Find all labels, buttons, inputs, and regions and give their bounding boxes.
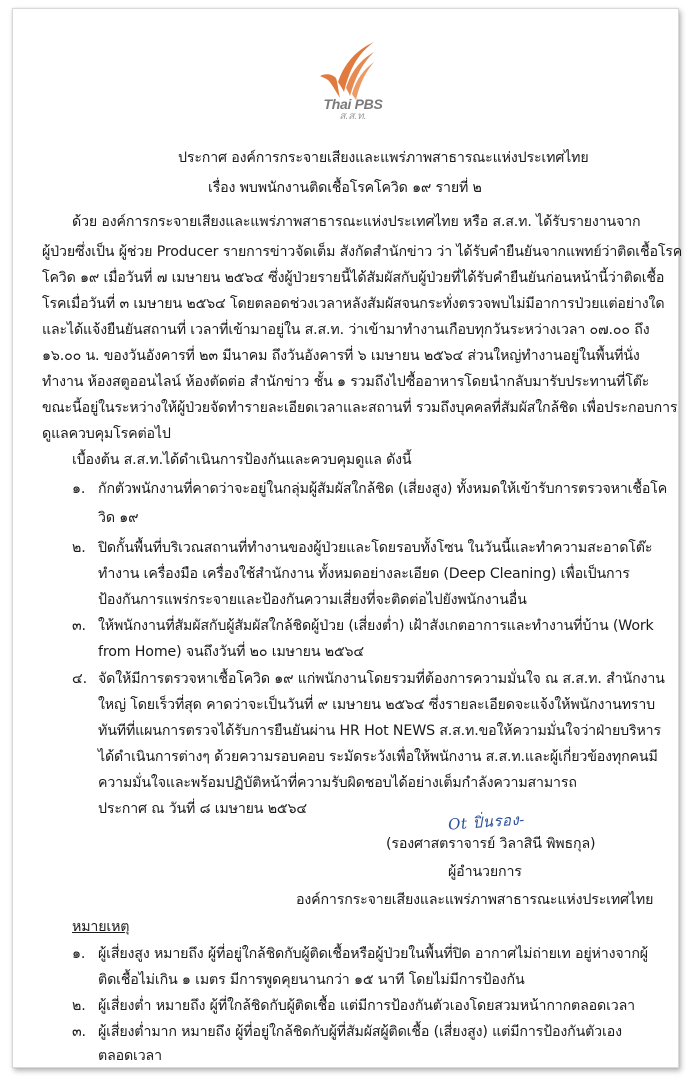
paragraph-line: และได้แจ้งยืนยันสถานที่ เวลาที่เข้ามาอยู่ใน ส.ส.ท. ว่าเข้ามาทำงานเกือบทุกวันระหว่างเวลา ๐๗.๐๐ ถึง	[42, 322, 650, 338]
measure-line: ป้องกันการแพร่กระจายและป้องกันความเสี่ยงที่จะติดต่อไปยังพนักงานอื่น	[98, 592, 527, 608]
measure-line: ทันทีที่แผนการตรวจได้รับการยืนยันผ่าน HR Hot NEWS ส.ส.ท.ขอให้ความมั่นใจว่าฝ่ายบริหาร	[98, 723, 661, 739]
paragraph-line: ขณะนี้อยู่ในระหว่างให้ผู้ป่วยจัดทำรายละเอียดเวลาและสถานที่ รวมถึงบุคคลที่สัมผัสใกล้ชิด เพื่อประกอบการ	[42, 400, 678, 416]
measure-line: ใหญ่ โดยเร็วที่สุด คาดว่าจะเป็นวันที่ ๙ เมษายน ๒๕๖๔ ซึ่งรายละเอียดจะแจ้งให้พนักงานทราบ	[98, 697, 656, 713]
measure-line: กักตัวพนักงานที่คาดว่าจะอยู่ในกลุ่มผู้สัมผัสใกล้ชิด (เสี่ยงสูง) ทั้งหมดให้เข้ารับการตรวจหาเชื้อโค	[98, 481, 668, 497]
announcement-subject: เรื่อง พบพนักงานติดเชื้อโรคโควิด ๑๙ รายที่ ๒	[208, 180, 482, 196]
signatory-organization: องค์การกระจายเสียงและแพร่ภาพสาธารณะแห่งประเทศไทย	[296, 892, 654, 908]
paragraph-line: ทำงาน ห้องสตูออนไลน์ ห้องตัดต่อ สำนักข่าว ชั้น ๑ รวมถึงไปซื้ออาหารโดยนำกลับมารับประทานที่โต๊ะ	[42, 374, 650, 390]
measures-intro: เบื้องต้น ส.ส.ท.ได้ดำเนินการป้องกันและควบคุมดูแล ดังนี้	[72, 452, 412, 468]
paragraph-line: ดูแลควบคุมโรคต่อไป	[42, 426, 171, 442]
logo-brand: Thai PBS	[323, 96, 383, 112]
measure-number: ๓.	[72, 618, 86, 634]
paragraph-line: โรคเมื่อวันที่ ๓ เมษายน ๒๕๖๔ โดยตลอดช่วงเวลาหลังสัมผัสจนกระทั่งตรวจพบไม่มีอาการป่วยแต่อย่างใด	[42, 296, 665, 312]
measure-line: ทำงาน เครื่องมือ เครื่องใช้สำนักงาน ทั้งหมดอย่างละเอียด (Deep Cleaning) เพื่อเป็นการ	[98, 566, 630, 582]
note-number: ๑.	[72, 946, 86, 962]
note-line: ผู้เสี่ยงต่ำมาก หมายถึง ผู้ที่อยู่ใกล้ชิดกับผู้ที่สัมผัสผู้ติดเชื้อ (เสี่ยงสูง) แต่มีการป้องกันตัวเอง	[98, 1024, 622, 1040]
signatory-name: (รองศาสตราจารย์ วิลาสินี พิพธกุล)	[386, 836, 596, 852]
note-line: ตลอดเวลา	[98, 1048, 162, 1064]
paragraph-line: โควิด ๑๙ เมื่อวันที่ ๗ เมษายน ๒๕๖๔ ซึ่งผู้ป่วยรายนี้ได้สัมผัสกับผู้ป่วยที่ได้รับคำยืนยันก่อนหน้านี้ว่าติดเชื้อ	[42, 270, 665, 286]
measure-number: ๔.	[72, 671, 87, 687]
logo-text	[318, 97, 388, 122]
measure-line: ความมั่นใจและพร้อมปฏิบัติหน้าที่ความรับผิดชอบได้อย่างเต็มกำลังความสามารถ	[98, 775, 577, 791]
notes-heading: หมายเหตุ	[72, 919, 130, 935]
measure-line: ปิดกั้นพื้นที่บริเวณสถานที่ทำงานของผู้ป่วยและโดยรอบทั้งโซน ในวันนี้และทำความสะอาดโต๊ะ	[98, 540, 653, 556]
thai-pbs-bird-logo-icon	[316, 40, 376, 100]
note-number: ๒.	[72, 998, 86, 1014]
note-line: ติดเชื้อไม่เกิน ๑ เมตร มีการพูดคุยนานกว่า ๑๕ นาที โดยไม่มีการป้องกัน	[98, 972, 525, 988]
announcement-date: ประกาศ ณ วันที่ ๘ เมษายน ๒๕๖๔	[98, 801, 307, 817]
measure-line: ได้ดำเนินการต่างๆ ด้วยความรอบคอบ ระมัดระวังเพื่อให้พนักงาน ส.ส.ท.และผู้เกี่ยวข้องทุกคนมี	[98, 749, 658, 765]
measure-line: จัดให้มีการตรวจหาเชื้อโควิด ๑๙ แก่พนักงานโดยรวมที่ต้องการความมั่นใจ ณ ส.ส.ท. สำนักงาน	[98, 671, 665, 687]
measure-line: ให้พนักงานที่สัมผัสกับผู้สัมผัสใกล้ชิดผู้ป่วย (เสี่ยงต่ำ) เฝ้าสังเกตอาการและทำงานที่บ้าน (Work	[98, 618, 654, 634]
note-line: ผู้เสี่ยงต่ำ หมายถึง ผู้ที่ใกล้ชิดกับผู้ติดเชื้อ แต่มีการป้องกันตัวเองโดยสวมหน้ากากตลอดเวลา	[98, 998, 635, 1014]
paragraph-line: ด้วย องค์การกระจายเสียงและแพร่ภาพสาธารณะแห่งประเทศไทย หรือ ส.ส.ท. ได้รับรายงานจาก	[72, 214, 641, 230]
note-line: ผู้เสี่ยงสูง หมายถึง ผู้ที่อยู่ใกล้ชิดกับผู้ติดเชื้อหรือผู้ป่วยในพื้นที่ปิด อากาศไม่ถ่ายเท อยู่ห่างจากผู้	[98, 946, 648, 962]
measure-line: วิด ๑๙	[98, 510, 139, 526]
paragraph-line: ผู้ป่วยซึ่งเป็น ผู้ช่วย Producer รายการข่าวจัดเต็ม สังกัดสำนักข่าว ว่า ได้รับคำยืนยันจากแพทย์ว่าติดเชื้อโรค	[42, 244, 683, 260]
announcement-title: ประกาศ องค์การกระจายเสียงและแพร่ภาพสาธารณะแห่งประเทศไทย	[178, 150, 589, 166]
signatory-position: ผู้อำนวยการ	[448, 864, 522, 880]
measure-number: ๑.	[72, 481, 86, 497]
measure-line: from Home) จนถึงวันที่ ๒๐ เมษายน ๒๕๖๔	[98, 644, 364, 660]
paragraph-line: ๑๖.๐๐ น. ของวันอังคารที่ ๒๓ มีนาคม ถึงวันอังคารที่ ๖ เมษายน ๒๕๖๔ ส่วนใหญ่ทำงานอยู่ในพื้นที่นั่ง	[42, 348, 640, 364]
measure-number: ๒.	[72, 540, 86, 556]
handwritten-signature: Ot ปิ่นรอง-	[447, 810, 526, 834]
note-number: ๓.	[72, 1024, 86, 1040]
logo-sub: ส.ส.ท.	[339, 111, 367, 122]
